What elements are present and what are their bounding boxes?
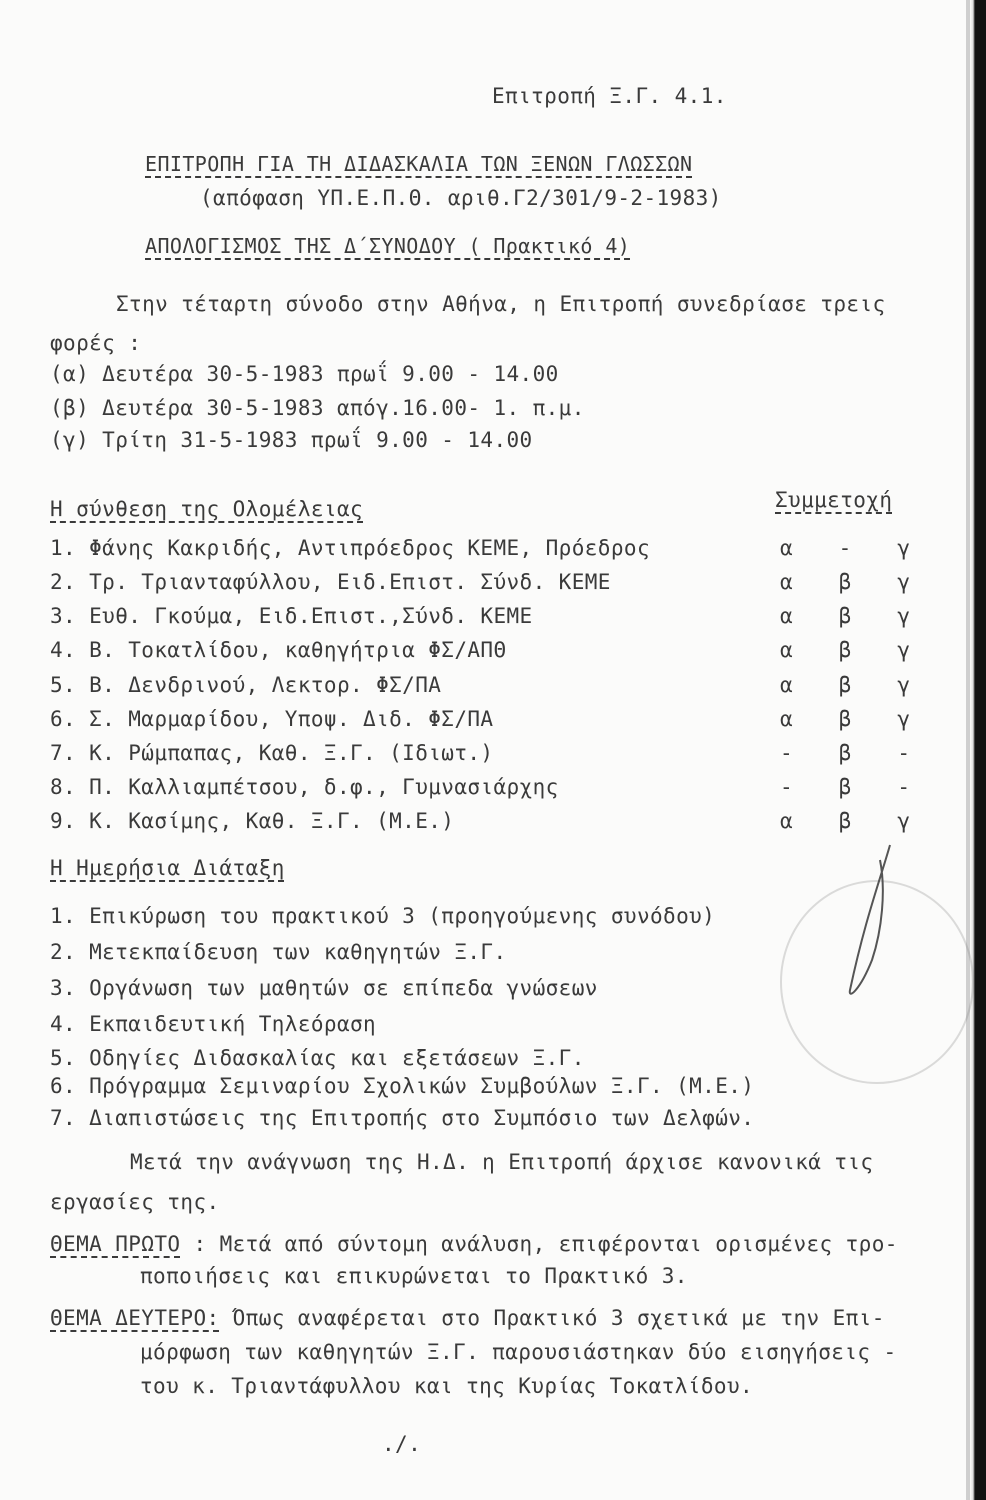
agenda-item: 1. Επικύρωση του πρακτικού 3 (προηγούμενης συνόδου) (50, 904, 716, 928)
participation-heading: Συμμετοχή (775, 488, 893, 512)
page-continuation-marker: ./. (382, 1432, 422, 1456)
member-participation: α β γ (780, 809, 910, 833)
member-row: 4. Β. Τοκατλίδου, καθηγήτρια ΦΣ/ΑΠΘ (50, 638, 507, 662)
document-title: ΕΠΙΤΡΟΠΗ ΓΙΑ ΤΗ ΔΙΔΑΣΚΑΛΙΑ ΤΩΝ ΞΕΝΩΝ ΓΛΩΣΣΩΝ (145, 152, 693, 176)
theme-1-line-1 (50, 1232, 898, 1256)
theme-2-label: ΘΕΜΑ ΔΕΥΤΕΡΟ: (50, 1306, 220, 1330)
scan-border (970, 0, 986, 1500)
after-line-1: Μετά την ανάγνωση της Η.Δ. η Επιτροπή άρχισε κανονικά τις (130, 1150, 874, 1174)
theme-1-label: ΘΕΜΑ ΠΡΩΤΟ (50, 1232, 181, 1256)
agenda-item: 7. Διαπιστώσεις της Επιτροπής στο Συμπόσιο των Δελφών. (50, 1106, 755, 1130)
theme-2-line-3: του κ. Τριαντάφυλλου και της Κυρίας Τοκατλίδου. (140, 1374, 754, 1398)
session-b: (β) Δευτέρα 30-5-1983 απόγ.16.00- 1. π.μ. (50, 396, 585, 420)
member-participation: α β γ (780, 707, 910, 731)
member-row: 5. Β. Δενδρινού, Λεκτορ. ΦΣ/ΠΑ (50, 673, 442, 697)
theme-1-text: : Μετά από σύντομη ανάλυση, επιφέρονται ορισμένες τρο- (180, 1232, 898, 1256)
member-participation: α β γ (780, 604, 910, 628)
agenda-item: 3. Οργάνωση των μαθητών σε επίπεδα γνώσεων (50, 976, 598, 1000)
signature-mark (820, 840, 900, 1010)
after-line-2: εργασίες της. (50, 1190, 220, 1214)
agenda-item: 5. Οδηγίες Διδασκαλίας και εξετάσεων Ξ.Γ. (50, 1046, 585, 1070)
intro-line-2: φορές : (50, 331, 142, 355)
member-row: 6. Σ. Μαρμαρίδου, Υποψ. Διδ. ΦΣ/ΠΑ (50, 707, 494, 731)
theme-2-line-2: μόρφωση των καθηγητών Ξ.Γ. παρουσιάστηκαν δύο εισηγήσεις - (140, 1340, 897, 1364)
member-row: 8. Π. Καλλιαμπέτσου, δ.φ., Γυμνασιάρχης (50, 775, 559, 799)
agenda-heading: Η Ημερήσια Διάταξη (50, 856, 285, 880)
document-subtitle: ΑΠΟΛΟΓΙΣΜΟΣ ΤΗΣ Δ΄ΣΥΝΟΔΟΥ ( Πρακτικό 4) (145, 234, 631, 258)
agenda-item: 4. Εκπαιδευτική Τηλεόραση (50, 1012, 377, 1036)
decision-reference: (απόφαση ΥΠ.Ε.Π.Θ. αριθ.Γ2/301/9-2-1983) (200, 186, 722, 210)
member-participation: α β γ (780, 570, 910, 594)
session-a: (α) Δευτέρα 30-5-1983 πρωΐ 9.00 - 14.00 (50, 362, 559, 386)
member-row: 3. Ευθ. Γκούμα, Ειδ.Επιστ.,Σύνδ. ΚΕΜΕ (50, 604, 533, 628)
member-row: 1. Φάνης Κακριδής, Αντιπρόεδρος ΚΕΜΕ, Πρόεδρος (50, 536, 650, 560)
header-reference: Επιτροπή Ξ.Γ. 4.1. (492, 84, 727, 108)
theme-1-line-2: ποποιήσεις και επικυρώνεται το Πρακτικό 3. (140, 1264, 688, 1288)
theme-2-line-1 (50, 1306, 885, 1330)
plenary-heading: Η σύνθεση της Ολομέλειας (50, 497, 364, 521)
member-row: 9. Κ. Κασίμης, Καθ. Ξ.Γ. (Μ.Ε.) (50, 809, 455, 833)
member-participation: - β - (780, 775, 910, 799)
member-participation: α - γ (780, 536, 910, 560)
member-row: 7. Κ. Ρώμπαπας, Καθ. Ξ.Γ. (Ιδιωτ.) (50, 741, 494, 765)
theme-2-text: Όπως αναφέρεται στο Πρακτικό 3 σχετικά με την Επι- (219, 1306, 885, 1330)
agenda-item: 6. Πρόγραμμα Σεμιναρίου Σχολικών Συμβούλων Ξ.Γ. (Μ.Ε.) (50, 1074, 755, 1098)
member-participation: - β - (780, 741, 910, 765)
member-participation: α β γ (780, 673, 910, 697)
member-row: 2. Τρ. Τριανταφύλλου, Ειδ.Επιστ. Σύνδ. ΚΕΜΕ (50, 570, 611, 594)
session-c: (γ) Τρίτη 31-5-1983 πρωΐ 9.00 - 14.00 (50, 428, 533, 452)
member-participation: α β γ (780, 638, 910, 662)
agenda-item: 2. Μετεκπαίδευση των καθηγητών Ξ.Γ. (50, 940, 507, 964)
intro-line-1: Στην τέταρτη σύνοδο στην Αθήνα, η Επιτροπή συνεδρίασε τρεις (116, 292, 886, 316)
